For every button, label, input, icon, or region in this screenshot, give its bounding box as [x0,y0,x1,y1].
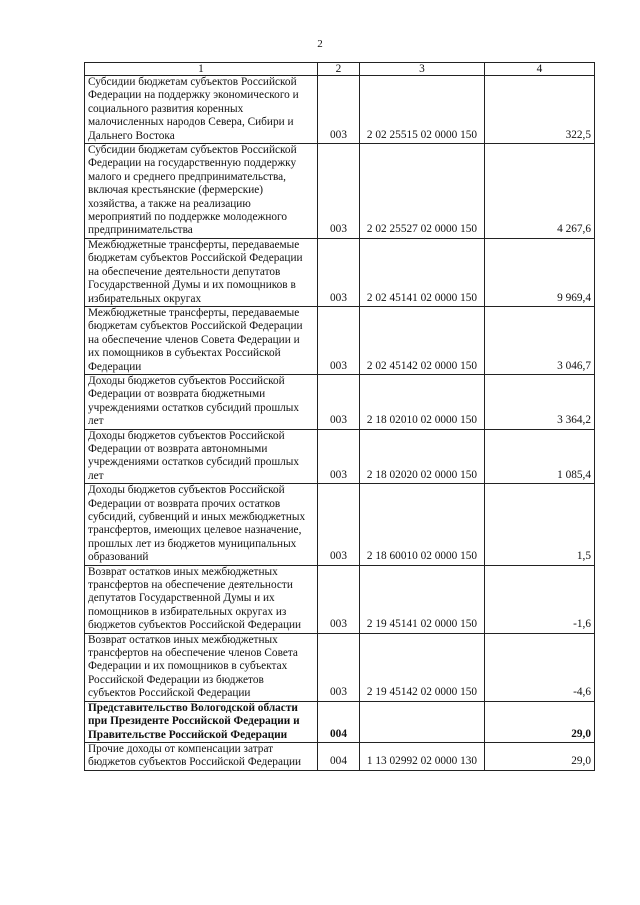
row-kbk-code: 2 18 02010 02 0000 150 [360,374,485,429]
row-kbk-code: 2 18 02020 02 0000 150 [360,429,485,484]
row-name: Субсидии бюджетам субъектов Российской Федерации на государственную поддержку малого и среднего предпринимательства, включая крестьянские (фермерские) хозяйства, а также на реализацию мероприятий по поддержке молодежного предпринимательства [85,144,318,239]
row-sum: -1,6 [485,565,595,633]
row-sum: 29,0 [485,742,595,770]
row-kbk-code: 1 13 02992 02 0000 130 [360,742,485,770]
row-admin-code: 003 [318,565,360,633]
row-sum: 9 969,4 [485,238,595,306]
table-row-section [85,701,595,742]
row-sum: 29,0 [485,701,595,742]
table-row [85,374,595,429]
row-name: Доходы бюджетов субъектов Российской Федерации от возврата бюджетными учреждениями остатков субсидий прошлых лет [85,374,318,429]
table-row [85,429,595,484]
row-admin-code: 003 [318,76,360,144]
column-header-4: 4 [485,63,595,76]
table-header-row [85,63,595,76]
row-kbk-code: 2 19 45141 02 0000 150 [360,565,485,633]
revenue-table [84,62,595,771]
page-number: 2 [317,38,323,50]
row-sum: -4,6 [485,633,595,701]
row-kbk-code: 2 02 45141 02 0000 150 [360,238,485,306]
row-sum: 3 364,2 [485,374,595,429]
table-row [85,565,595,633]
row-name: Субсидии бюджетам субъектов Российской Федерации на поддержку экономического и социального развития коренных малочисленных народов Севера, Сибири и Дальнего Востока [85,76,318,144]
column-header-2: 2 [318,63,360,76]
row-sum: 1 085,4 [485,429,595,484]
row-admin-code: 004 [318,742,360,770]
column-header-1: 1 [85,63,318,76]
column-header-3: 3 [360,63,485,76]
row-kbk-code [360,701,485,742]
row-kbk-code: 2 02 25515 02 0000 150 [360,76,485,144]
row-kbk-code: 2 02 45142 02 0000 150 [360,306,485,374]
table-row [85,742,595,770]
row-kbk-code: 2 02 25527 02 0000 150 [360,144,485,239]
row-admin-code: 004 [318,701,360,742]
row-sum: 3 046,7 [485,306,595,374]
row-sum: 322,5 [485,76,595,144]
row-name: Доходы бюджетов субъектов Российской Федерации от возврата прочих остатков субсидий, субвенций и иных межбюджетных трансфертов, имеющих целевое назначение, прошлых лет из бюджетов муниципальных образований [85,484,318,565]
table-row [85,238,595,306]
table-row [85,144,595,239]
table-row [85,633,595,701]
table-row [85,76,595,144]
row-name: Прочие доходы от компенсации затрат бюджетов субъектов Российской Федерации [85,742,318,770]
row-admin-code: 003 [318,306,360,374]
row-name: Межбюджетные трансферты, передаваемые бюджетам субъектов Российской Федерации на обеспечение членов Совета Федерации и их помощников в субъектах Российской Федерации [85,306,318,374]
row-admin-code: 003 [318,633,360,701]
row-admin-code: 003 [318,374,360,429]
table-row [85,484,595,565]
row-kbk-code: 2 18 60010 02 0000 150 [360,484,485,565]
row-name: Межбюджетные трансферты, передаваемые бюджетам субъектов Российской Федерации на обеспечение деятельности депутатов Государственной Думы и их помощников в избирательных округах [85,238,318,306]
row-admin-code: 003 [318,238,360,306]
row-name: Представительство Вологодской области при Президенте Российской Федерации и Правительстве Российской Федерации [85,701,318,742]
row-kbk-code: 2 19 45142 02 0000 150 [360,633,485,701]
row-admin-code: 003 [318,484,360,565]
row-admin-code: 003 [318,429,360,484]
row-name: Доходы бюджетов субъектов Российской Федерации от возврата автономными учреждениями остатков субсидий прошлых лет [85,429,318,484]
row-sum: 1,5 [485,484,595,565]
row-sum: 4 267,6 [485,144,595,239]
table-row [85,306,595,374]
row-name: Возврат остатков иных межбюджетных трансфертов на обеспечение деятельности депутатов Государственной Думы и их помощников в избирательных округах из бюджетов субъектов Российской Федерации [85,565,318,633]
row-name: Возврат остатков иных межбюджетных трансфертов на обеспечение членов Совета Федерации и их помощников в субъектах Российской Федерации из бюджетов субъектов Российской Федерации [85,633,318,701]
row-admin-code: 003 [318,144,360,239]
